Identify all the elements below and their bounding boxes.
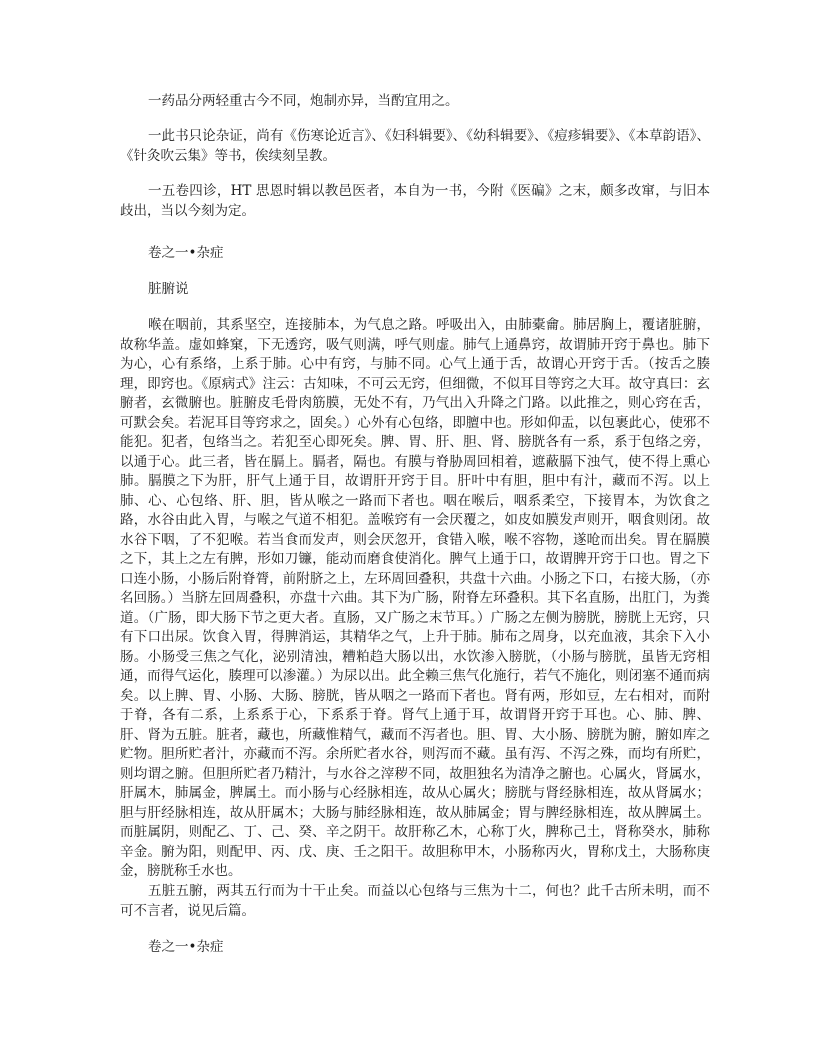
note-paragraph-3: 一五卷四诊，HT 思恩时辑以教邑医者，本自为一书，今附《医碥》之末，颇多改窜，与旧本歧出，当以今刻为定。 xyxy=(120,183,710,219)
section-heading-bottom: 卷之一•杂症 xyxy=(148,939,224,955)
subheading: 脏腑说 xyxy=(148,281,189,297)
note-paragraph-1: 一药品分两轻重古今不同，炮制亦异，当酌宜用之。 xyxy=(148,93,459,109)
main-paragraph: 喉在咽前，其系坚空，连接肺本，为气息之路。呼吸出入，由肺橐龠。肺居胸上，覆诸脏腑，故称华盖。虚如蜂窠，下无透窍，吸气则满，呼气则虚。肺气上通鼻窍，故谓肺开窍于鼻也。肺下为心，心有系络，上系于肺。心中有窍，与肺不同。心气上通于舌，故谓心开窍于舌。（按舌之腠理，即窍也。《原病式》注云：古知味，不可云无窍，但细微，不似耳目等窍之大耳。故守真曰：玄腑者，玄微腑也。脏腑皮毛骨肉筋膜，无处不有，乃气出入升降之门路。以此推之，则心窍在舌，可默会矣。若泥耳目等窍求之，固矣。）心外有心包络，即膻中也。形如仰盂，以包裹此心，使邪不能犯。犯者，包络当之。若犯至心即死矣。脾、胃、肝、胆、肾、膀胱各有一系，系于包络之旁，以通于心。此三者，皆在膈上。膈者，隔也。有膜与脊胁周回相着，遮蔽膈下浊气，使不得上熏心肺。膈膜之下为肝，肝气上通于目，故谓肝开窍于目。肝叶中有胆，胆中有汁，藏而不泻。以上肺、心、心包络、肝、胆，皆从喉之一路而下者也。咽在喉后，咽系柔空，下接胃本，为饮食之路，水谷由此入胃，与喉之气道不相犯。盖喉窍有一会厌覆之，如皮如膜发声则开，咽食则闭。故水谷下咽，了不犯喉。若当食而发声，则会厌忽开，食错入喉，喉不容物，遂呛而出矣。胃在膈膜之下，其上之左有脾，形如刀镰，能动而磨食使消化。脾气上通于口，故谓脾开窍于口也。胃之下口连小肠，小肠后附脊膂，前附脐之上，左环周回叠积，共盘十六曲。小肠之下口，右接大肠，（亦名回肠。）当脐左回周叠积，亦盘十六曲。其下为广肠，附脊左环叠积。其下名直肠，出肛门，为粪道。（广肠，即大肠下节之更大者。直肠，又广肠之末节耳。）广肠之左侧为膀胱，膀胱上无窍，只有下口出尿。饮食入胃，得脾消运，其精华之气，上升于肺。肺布之周身，以充血液，其余下入小肠。小肠受三焦之气化，泌别清浊，糟粕趋大肠以出，水饮渗入膀胱，（小肠与膀胱，虽皆无窍相通，而得气运化，腠理可以渗灌。）为尿以出。此全赖三焦气化施行，若气不施化，则闭塞不通而病矣。以上脾、胃、小肠、大肠、膀胱，皆从咽之一路而下者也。肾有两，形如豆，左右相对，而附于脊，各有二系，上系系于心，下系系于脊。肾气上通于耳，故谓肾开窍于耳也。心、肺、脾、肝、肾为五脏。脏者，藏也，所藏惟精气，藏而不泻者也。胆、胃、大小肠、膀胱为腑，腑如库之贮物。胆所贮者汁，亦藏而不泻。余所贮者水谷，则泻而不藏。虽有泻、不泻之殊，而均有所贮，则均谓之腑。但胆所贮者乃精汁，与水谷之滓秽不同，故胆独名为清净之腑也。心属火，肾属水，肝属木，肺属金，脾属土。而小肠与心经脉相连，故从心属火；膀胱与肾经脉相连，故从肾属水；胆与肝经脉相连，故从肝属木；大肠与肺经脉相连，故从肺属金；胃与脾经脉相连，故从脾属土。而脏属阴，则配乙、丁、己、癸、辛之阴干。故肝称乙木，心称丁火，脾称己土，肾称癸水，肺称辛金。腑为阳，则配甲、丙、戊、庚、壬之阳干。故胆称甲木，小肠称丙火，胃称戊土，大肠称庚金，膀胱称壬水也。 xyxy=(120,317,710,879)
note-paragraph-2: 一此书只论杂证，尚有《伤寒论近言》、《妇科辑要》、《幼科辑要》、《痘疹辑要》、《本草韵语》、《针灸吹云集》等书，俟续刻呈教。 xyxy=(120,128,710,164)
section-heading: 卷之一•杂症 xyxy=(148,245,224,261)
closing-paragraph: 五脏五腑，两其五行而为十干止矣。而益以心包络与三焦为十二，何也？此千古所未明，而不可不言者，说见后篇。 xyxy=(120,883,710,919)
